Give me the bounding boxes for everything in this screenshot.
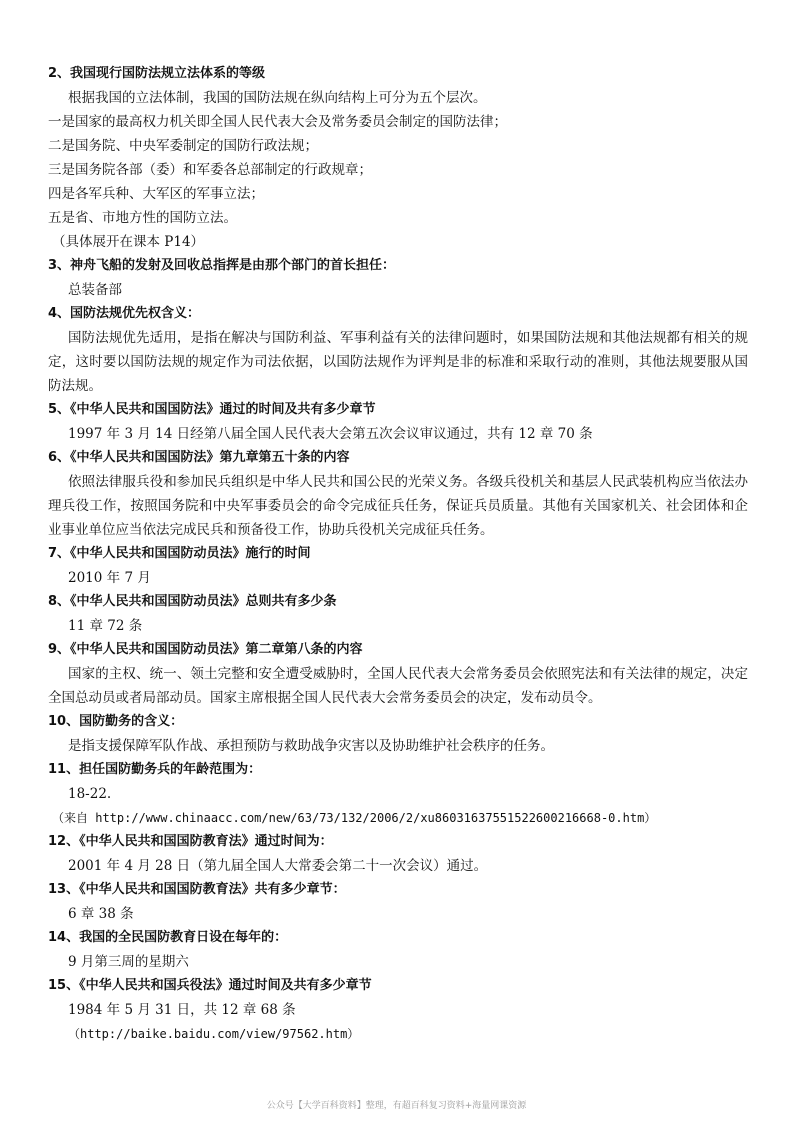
section-2-level-1: 一是国家的最高权力机关即全国人民代表大会及常务委员会制定的国防法律； <box>48 114 507 130</box>
section-13-answer: 6 章 38 条 <box>68 906 134 922</box>
section-11-answer: 18-22. <box>68 786 112 802</box>
section-4-answer: 国防法规优先适用，是指在解决与国防利益、军事利益有关的法律问题时，如果国防法规和其他法规都有相关的规定，这时要以国防法规的规定作为司法依据，以国防法规作为评判是非的标准和采取行动的准则，其他法规要服从国防法规。 <box>48 330 748 394</box>
section-3-answer: 总装备部 <box>68 282 122 298</box>
section-2-level-2: 二是国务院、中央军委制定的国防行政法规； <box>48 138 318 154</box>
section-12-heading: 12、《中华人民共和国国防教育法》通过时间为： <box>48 834 333 849</box>
section-2-level-5: 五是省、市地方性的国防立法。 <box>48 210 237 226</box>
section-15-answer: 1984 年 5 月 31 日，共 12 章 68 条 <box>68 1002 296 1018</box>
section-2-intro: 根据我国的立法体制，我国的国防法规在纵向结构上可分为五个层次。 <box>68 90 487 106</box>
page-footer-watermark: 公众号【大学百科资料】整理，有超百科复习资料+海量网课资源 <box>266 1101 527 1111</box>
section-10-heading: 10、国防勤务的含义： <box>48 714 184 729</box>
section-3-heading: 3、神舟飞船的发射及回收总指挥是由那个部门的首长担任： <box>48 258 396 273</box>
section-2-level-3: 三是国务院各部（委）和军委各总部制定的行政规章； <box>48 162 372 178</box>
section-2-level-4: 四是各军兵种、大军区的军事立法； <box>48 186 264 202</box>
section-5-heading: 5、《中华人民共和国国防法》通过的时间及共有多少章节 <box>48 402 376 417</box>
section-7-answer: 2010 年 7 月 <box>68 570 151 586</box>
section-6-answer: 依照法律服兵役和参加民兵组织是中华人民共和国公民的光荣义务。各级兵役机关和基层人民武装机构应当依法办理兵役工作，按照国务院和中央军事委员会的命令完成征兵任务，保证兵员质量。其他有关国家机关、社会团体和企业事业单位应当依法完成民兵和预备役工作，协助兵役机关完成征兵任务。 <box>48 474 748 538</box>
section-4-heading: 4、国防法规优先权含义： <box>48 306 201 321</box>
section-8-answer: 11 章 72 条 <box>68 618 143 634</box>
section-12-answer: 2001 年 4 月 28 日（第九届全国人大常委会第二十一次会议）通过。 <box>68 858 488 874</box>
section-7-heading: 7、《中华人民共和国国防动员法》施行的时间 <box>48 546 311 561</box>
section-15-source-link: （http://baike.baidu.com/view/97562.htm） <box>68 1027 360 1041</box>
section-5-answer: 1997 年 3 月 14 日经第八届全国人民代表大会第五次会议审议通过，共有 12 章 70 条 <box>68 426 593 442</box>
section-2-note: （具体展开在课本 P14） <box>52 234 205 250</box>
document-body <box>48 62 748 1046</box>
section-13-heading: 13、《中华人民共和国国防教育法》共有多少章节： <box>48 882 346 897</box>
section-11-source-link: （来自 http://www.chinaacc.com/new/63/73/132/2006/2/xu86031637551522600216668-0.htm） <box>52 811 657 825</box>
section-9-heading: 9、《中华人民共和国国防动员法》第二章第八条的内容 <box>48 642 363 657</box>
section-11-heading: 11、担任国防勤务兵的年龄范围为： <box>48 762 262 777</box>
section-14-answer: 9 月第三周的星期六 <box>68 954 189 970</box>
section-9-answer: 国家的主权、统一、领土完整和安全遭受威胁时，全国人民代表大会常务委员会依照宪法和有关法律的规定，决定全国总动员或者局部动员。国家主席根据全国人民代表大会常务委员会的决定，发布动员令。 <box>48 666 748 706</box>
section-14-heading: 14、我国的全民国防教育日设在每年的： <box>48 930 288 945</box>
section-2-heading: 2、我国现行国防法规立法体系的等级 <box>48 66 266 81</box>
section-6-heading: 6、《中华人民共和国国防法》第九章第五十条的内容 <box>48 450 350 465</box>
section-8-heading: 8、《中华人民共和国国防动员法》总则共有多少条 <box>48 594 337 609</box>
section-15-heading: 15、《中华人民共和国兵役法》通过时间及共有多少章节 <box>48 978 372 993</box>
section-10-answer: 是指支援保障军队作战、承担预防与救助战争灾害以及协助维护社会秩序的任务。 <box>68 738 554 754</box>
